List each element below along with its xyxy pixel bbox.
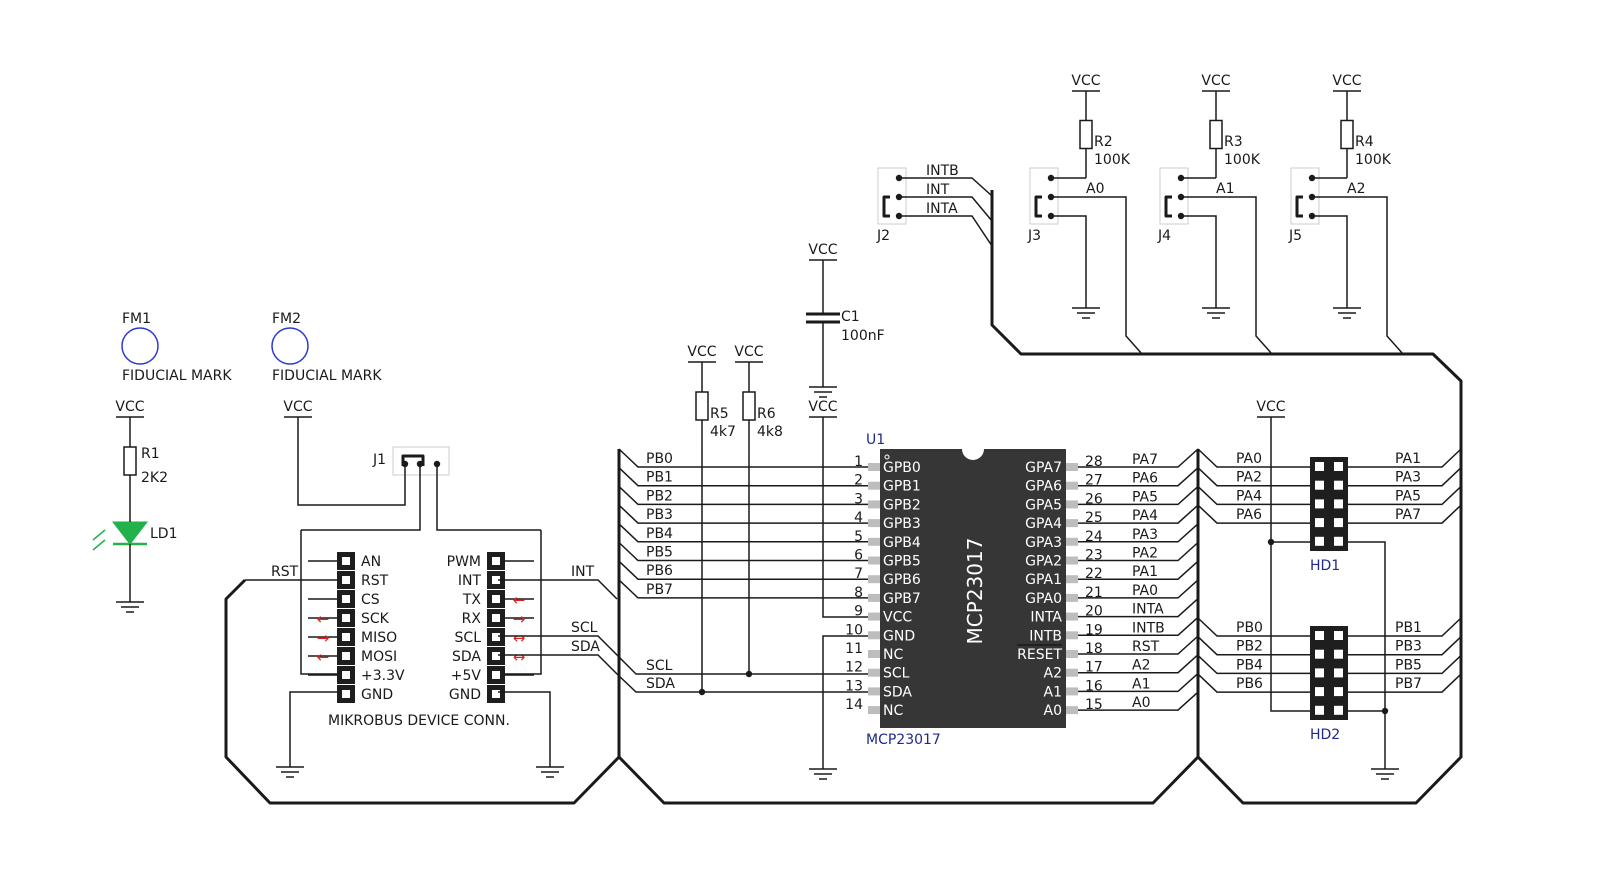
u1-right-lead-2 [1066, 500, 1078, 508]
u1-right-lead-6 [1066, 575, 1078, 583]
fiducial-ref-1: FM1 [122, 311, 152, 327]
u1-left-num-10: 11 [845, 641, 863, 657]
u1-left-num-0: 1 [854, 454, 863, 470]
wire-j4-addr [1181, 197, 1272, 354]
u1-left-lead-8 [868, 613, 880, 621]
hd1-pad-4-0 [1315, 537, 1324, 546]
u1-right-lead-9 [1066, 631, 1078, 639]
mikrobus-right-pin-5: SDA [452, 649, 481, 665]
u1-part: MCP23017 [866, 732, 941, 748]
mikrobus-arrow-right-4: ↔ [512, 629, 526, 647]
u1-right-pin-4: GPA3 [1025, 534, 1062, 551]
mikrobus-right-pin-1: INT [457, 573, 481, 589]
net-pa5-label-u1r: PA5 [1132, 489, 1159, 506]
u1-right-pin-9: INTB [1029, 628, 1062, 645]
hd1-pad-2-0 [1315, 499, 1324, 508]
net-rst-label-u1r: RST [1132, 639, 1160, 655]
net-pb1-label-u1: PB1 [646, 469, 673, 486]
u1-left-pin-2: GPB2 [883, 497, 921, 514]
hd1-pad-0-0 [1315, 462, 1324, 471]
vcc-label: VCC [1201, 73, 1231, 89]
vcc-c1 [808, 242, 837, 260]
u1-left-pin-5: GPB5 [883, 553, 921, 570]
j1-ref: J1 [373, 452, 387, 468]
u1-right-pin-3: GPA4 [1025, 516, 1062, 533]
j2-net-0: INTB [926, 163, 959, 179]
u1-right-lead-8 [1066, 613, 1078, 621]
hd1-right-net-2: PA5 [1395, 488, 1422, 505]
u1-left-pin-11: SCL [883, 665, 910, 682]
hd2-left-net-0: PB0 [1236, 620, 1263, 636]
u1-right-lead-10 [1066, 650, 1078, 658]
hd1-pad-2-1 [1334, 499, 1343, 508]
net-a2-label-u1r: A2 [1132, 657, 1151, 674]
ground-j5 [1333, 296, 1361, 318]
vcc-label: VCC [808, 399, 838, 415]
u1-left-lead-12 [868, 687, 880, 695]
u1-left-num-8: 9 [854, 603, 863, 620]
j3-ref: J3 [1028, 228, 1042, 244]
led-ray-1 [93, 530, 105, 540]
u1-left-num-7: 8 [854, 584, 863, 601]
fiducial-mark-2 [272, 328, 308, 364]
mikrobus-arrow-left-5: ← [316, 648, 330, 666]
ld1-ref: LD1 [150, 526, 178, 542]
u1-left-pin-7: GPB7 [883, 590, 921, 607]
vcc-label: VCC [734, 344, 764, 360]
net-pb4-label-u1: PB4 [646, 525, 673, 542]
net-inta-label-u1r: INTA [1132, 601, 1164, 618]
j3-net: A0 [1086, 181, 1105, 197]
hd2-pad-1-0 [1315, 650, 1324, 659]
hd2-pad-2-0 [1315, 668, 1324, 677]
ground-j3 [1072, 296, 1100, 318]
u1-right-num-1: 27 [1085, 472, 1103, 489]
u1-right-num-8: 20 [1085, 603, 1103, 620]
mikrobus-left-pad-hole-3 [342, 614, 350, 622]
junction-hd-vcc [1268, 539, 1274, 545]
mikrobus-right-pad-hole-2 [492, 595, 500, 603]
mikrobus-left-pin-6: +3.3V [361, 668, 405, 684]
junction-hd-gnd [1382, 708, 1388, 714]
j2-ref: J2 [877, 228, 891, 244]
hd2-left-net-3: PB6 [1236, 676, 1263, 693]
wire-j1-5v [437, 464, 541, 530]
mikrobus-left-pin-0: AN [361, 554, 382, 570]
wire-j2-2 [899, 216, 992, 246]
hd2-right-net-3: PB7 [1395, 676, 1422, 693]
net-pa2-label-u1r: PA2 [1132, 545, 1159, 562]
u1-left-lead-7 [868, 594, 880, 602]
mikrobus-right-pin-3: RX [461, 611, 481, 627]
u1-right-num-4: 24 [1085, 528, 1103, 545]
mikrobus-left-pad-hole-7 [342, 690, 350, 698]
u1-right-lead-5 [1066, 557, 1078, 565]
j4-ref: J4 [1158, 228, 1172, 244]
net-pb5-label-u1: PB5 [646, 544, 673, 561]
hd2-ref: HD2 [1310, 727, 1341, 743]
mikrobus-left-pin-4: MISO [361, 630, 398, 646]
net-pa1-label-u1r: PA1 [1132, 564, 1159, 581]
vcc-label: VCC [687, 344, 717, 360]
hd1-left-net-1: PA2 [1236, 469, 1263, 486]
u1-right-num-11: 17 [1085, 659, 1103, 676]
fiducial-mark-1 [122, 328, 158, 364]
vcc-label: VCC [1256, 399, 1286, 415]
net-scl-label-u1: SCL [646, 658, 673, 674]
hd1-pad-0-1 [1334, 462, 1343, 471]
u1-left-lead-10 [868, 650, 880, 658]
hd2-pad-3-1 [1334, 687, 1343, 696]
u1-left-num-13: 14 [845, 697, 863, 714]
u1-right-pin-12: A1 [1043, 684, 1062, 701]
hd2-pad-1-1 [1334, 650, 1343, 659]
net-pa0-label-u1r: PA0 [1132, 582, 1159, 599]
hd2-left-net-1: PB2 [1236, 638, 1263, 655]
vcc-led [115, 399, 144, 417]
u1-right-pin-7: GPA0 [1025, 590, 1062, 607]
net-pb2-label-u1: PB2 [646, 488, 673, 505]
mikrobus-right-pin-4: SCL [454, 630, 481, 646]
u1-left-pin-0: GPB0 [883, 460, 921, 476]
wire-j3-gnd [1051, 216, 1086, 296]
u1-left-num-2: 3 [854, 491, 863, 508]
u1-left-num-3: 4 [854, 510, 863, 527]
u1-left-lead-6 [868, 575, 880, 583]
u1-left-pin-10: NC [883, 647, 904, 663]
u1-right-num-0: 28 [1085, 454, 1103, 470]
r1-ref: R1 [141, 446, 160, 462]
mikrobus-left-pin-2: CS [361, 592, 380, 608]
wire-j3-addr [1051, 197, 1142, 354]
mikrobus-left-pin-3: SCK [361, 611, 389, 627]
u1-right-pin-13: A0 [1043, 703, 1062, 720]
hd1-right-net-3: PA7 [1395, 507, 1422, 524]
u1-right-lead-11 [1066, 669, 1078, 677]
net-pb7-label-u1: PB7 [646, 581, 673, 598]
fiducial-label-2: FIDUCIAL MARK [272, 368, 382, 384]
net-pb6-label-u1: PB6 [646, 563, 673, 580]
j4-net: A1 [1216, 181, 1235, 197]
r6-body [743, 392, 755, 420]
u1-right-pin-6: GPA1 [1025, 572, 1062, 589]
net-rst-label: RST [271, 564, 299, 580]
u1-left-lead-3 [868, 519, 880, 527]
vcc-r3 [1201, 73, 1230, 91]
u1-right-num-9: 19 [1085, 622, 1103, 639]
mikrobus-right-pad-hole-3 [492, 614, 500, 622]
u1-right-pin-11: A2 [1043, 665, 1062, 682]
mikrobus-arrow-left-4: → [316, 629, 330, 647]
ground-mb-right [536, 755, 564, 777]
net-scl-label: SCL [571, 620, 598, 636]
u1-left-num-12: 13 [845, 678, 863, 695]
mikrobus-right-pad-hole-0 [492, 557, 500, 565]
u1-left-lead-1 [868, 482, 880, 490]
u1-right-num-3: 25 [1085, 510, 1103, 527]
r4-value: 100K [1355, 152, 1391, 168]
mikrobus-arrow-left-3: ← [316, 610, 330, 628]
mikrobus-right-pin-2: TX [462, 592, 481, 608]
led-icon [113, 522, 147, 544]
r6-ref: R6 [757, 406, 776, 422]
mikrobus-left-pad-hole-2 [342, 595, 350, 603]
u1-left-num-11: 12 [845, 659, 863, 676]
dynamic-elements [93, 73, 1461, 803]
mikrobus-arrow-right-2: ← [512, 591, 526, 609]
vcc-r2 [1071, 73, 1100, 91]
u1-right-num-6: 22 [1085, 566, 1103, 583]
mikrobus-right-pad-hole-6 [492, 671, 500, 679]
net-pa7-label-u1r: PA7 [1132, 452, 1159, 468]
u1-right-pin-5: GPA2 [1025, 553, 1062, 570]
u1-right-num-7: 21 [1085, 584, 1103, 601]
r3-body [1210, 121, 1222, 149]
vcc-label: VCC [1071, 73, 1101, 89]
u1-right-lead-7 [1066, 594, 1078, 602]
hd1-right-net-1: PA3 [1395, 469, 1422, 486]
net-sda-label: SDA [571, 639, 600, 655]
mikrobus-left-pad-hole-6 [342, 671, 350, 679]
u1-left-pin-13: NC [883, 703, 904, 720]
u1-right-num-5: 23 [1085, 547, 1103, 564]
mikrobus-left-pad-hole-0 [342, 557, 350, 565]
net-pb3-label-u1: PB3 [646, 507, 673, 524]
r6-value: 4k8 [757, 424, 783, 440]
j5-net: A2 [1347, 181, 1366, 197]
hd1-pad-3-1 [1334, 518, 1343, 527]
mikrobus-right-pad-hole-4 [492, 633, 500, 641]
led-ray-2 [93, 540, 105, 550]
c1-ref: C1 [841, 309, 860, 325]
ground-c1 [809, 375, 837, 397]
u1-left-lead-11 [868, 669, 880, 677]
u1-right-num-13: 15 [1085, 697, 1103, 714]
j2-net-1: INT [926, 182, 950, 198]
u1-left-num-9: 10 [845, 622, 863, 639]
u1-left-pin-9: GND [883, 628, 916, 645]
u1-left-lead-5 [868, 557, 880, 565]
hd1-pad-4-1 [1334, 537, 1343, 546]
wire-j4-gnd [1181, 216, 1216, 296]
net-a1-label-u1r: A1 [1132, 676, 1151, 693]
mikrobus-title: MIKROBUS DEVICE CONN. [328, 713, 510, 729]
hd1-pad-3-0 [1315, 518, 1324, 527]
u1-left-num-1: 2 [854, 472, 863, 489]
wire-j5-gnd [1312, 216, 1347, 296]
vcc-label: VCC [283, 399, 313, 415]
u1-right-pin-10: RESET [1017, 647, 1062, 663]
bus-left [226, 449, 619, 803]
fiducial-ref-2: FM2 [272, 311, 302, 327]
hd2-pad-3-0 [1315, 687, 1324, 696]
hd2-pad-4-0 [1315, 706, 1324, 715]
hd1-ref: HD1 [1310, 558, 1341, 574]
mikrobus-arrow-right-3: → [512, 610, 526, 628]
net-pa4-label-u1r: PA4 [1132, 508, 1159, 525]
u1-right-pin-0: GPA7 [1025, 460, 1062, 476]
hd2-right-net-2: PB5 [1395, 657, 1422, 674]
r5-value: 4k7 [710, 424, 736, 440]
vcc-j1 [283, 399, 312, 417]
mikrobus-left-pad-hole-1 [342, 576, 350, 584]
r3-value: 100K [1224, 152, 1260, 168]
hd2-right-net-1: PB3 [1395, 638, 1422, 655]
hd1-pad-1-1 [1334, 481, 1343, 490]
mikrobus-right-pad-hole-5 [492, 652, 500, 660]
vcc-r5 [687, 344, 716, 362]
r2-ref: R2 [1094, 134, 1113, 150]
r4-ref: R4 [1355, 134, 1374, 150]
vcc-label: VCC [1332, 73, 1362, 89]
u1-ref: U1 [866, 432, 886, 448]
c1-value: 100nF [841, 328, 885, 344]
u1-right-lead-3 [1066, 519, 1078, 527]
u1-left-pin-1: GPB1 [883, 478, 921, 495]
vcc-label: VCC [115, 399, 145, 415]
wire-hd-vcc [1271, 417, 1310, 711]
ground-j4 [1202, 296, 1230, 318]
wire-hd-gnd [1348, 542, 1385, 757]
hd2-left-net-2: PB4 [1236, 657, 1263, 674]
vcc-u1 [808, 399, 837, 417]
u1-right-pin-2: GPA5 [1025, 497, 1062, 514]
vcc-r6 [734, 344, 763, 362]
wire-j1-vcc [298, 417, 405, 505]
wire-j5-addr [1312, 197, 1403, 354]
r5-body [696, 392, 708, 420]
net-intb-label-u1r: INTB [1132, 620, 1165, 637]
hd1-left-net-3: PA6 [1236, 507, 1263, 524]
u1-right-pin-8: INTA [1030, 609, 1062, 626]
u1-right-lead-13 [1066, 706, 1078, 714]
u1-left-num-5: 6 [854, 547, 863, 564]
mikrobus-left-pin-7: GND [361, 687, 394, 703]
net-pa3-label-u1r: PA3 [1132, 526, 1159, 543]
r5-ref: R5 [710, 406, 729, 422]
mikrobus-right-pin-7: GND [448, 687, 481, 703]
ground-u1 [809, 757, 837, 779]
u1-left-pin-8: VCC [883, 609, 913, 626]
hd1-pad-1-0 [1315, 481, 1324, 490]
mikrobus-right-pad-hole-7 [492, 690, 500, 698]
u1-right-num-2: 26 [1085, 491, 1103, 508]
u1-name: MCP23017 [963, 537, 987, 645]
mikrobus-right-pin-0: PWM [446, 554, 481, 570]
u1-left-num-4: 5 [854, 528, 863, 545]
ground-mb-left [276, 755, 304, 777]
u1-left-lead-13 [868, 706, 880, 714]
ground-hd [1371, 757, 1399, 779]
mikrobus-left-pin-1: RST [361, 573, 389, 589]
u1-left-lead-0 [868, 463, 880, 471]
u1-left-pin-12: SDA [883, 684, 912, 701]
u1-left-lead-2 [868, 500, 880, 508]
hd2-pad-4-1 [1334, 706, 1343, 715]
u1-right-pin-1: GPA6 [1025, 478, 1062, 495]
j2-net-2: INTA [926, 201, 958, 217]
mikrobus-left-pad-hole-5 [342, 652, 350, 660]
hd1-left-net-2: PA4 [1236, 488, 1263, 505]
r1-body [124, 447, 136, 475]
mikrobus-left-pin-5: MOSI [361, 649, 398, 665]
net-pa6-label-u1r: PA6 [1132, 470, 1159, 487]
hd2-pad-0-0 [1315, 631, 1324, 640]
net-int-label: INT [571, 564, 595, 580]
u1-left-pin-4: GPB4 [883, 534, 921, 551]
net-sda-label-u1: SDA [646, 676, 675, 692]
u1-left-num-6: 7 [854, 566, 863, 583]
vcc-r4 [1332, 73, 1361, 91]
u1-right-lead-4 [1066, 538, 1078, 546]
hd1-left-net-0: PA0 [1236, 451, 1263, 467]
hd1-right-net-0: PA1 [1395, 451, 1422, 467]
u1-left-pin-3: GPB3 [883, 516, 921, 533]
r1-value: 2K2 [141, 470, 168, 486]
u1-right-lead-12 [1066, 687, 1078, 695]
u1-left-lead-4 [868, 538, 880, 546]
u1-right-num-10: 18 [1085, 641, 1103, 657]
mikrobus-arrow-right-5: ↔ [512, 648, 526, 666]
net-pb0-label-u1: PB0 [646, 451, 673, 467]
r4-body [1341, 121, 1353, 149]
r2-value: 100K [1094, 152, 1130, 168]
vcc-hd [1256, 399, 1285, 417]
u1-left-lead-9 [868, 631, 880, 639]
r2-body [1080, 121, 1092, 149]
hd2-pad-0-1 [1334, 631, 1343, 640]
mikrobus-right-pin-6: +5V [450, 668, 481, 684]
u1-right-num-12: 16 [1085, 678, 1103, 695]
hd2-pad-2-1 [1334, 668, 1343, 677]
net-a0-label-u1r: A0 [1132, 695, 1151, 712]
u1-left-pin-6: GPB6 [883, 572, 921, 589]
j5-ref: J5 [1289, 228, 1303, 244]
hd2-right-net-0: PB1 [1395, 620, 1422, 636]
u1-right-lead-0 [1066, 463, 1078, 471]
mikrobus-left-pad-hole-4 [342, 633, 350, 641]
r3-ref: R3 [1224, 134, 1243, 150]
fiducial-label-1: FIDUCIAL MARK [122, 368, 232, 384]
ground-led [116, 590, 144, 612]
u1-right-lead-1 [1066, 482, 1078, 490]
vcc-label: VCC [808, 242, 838, 258]
